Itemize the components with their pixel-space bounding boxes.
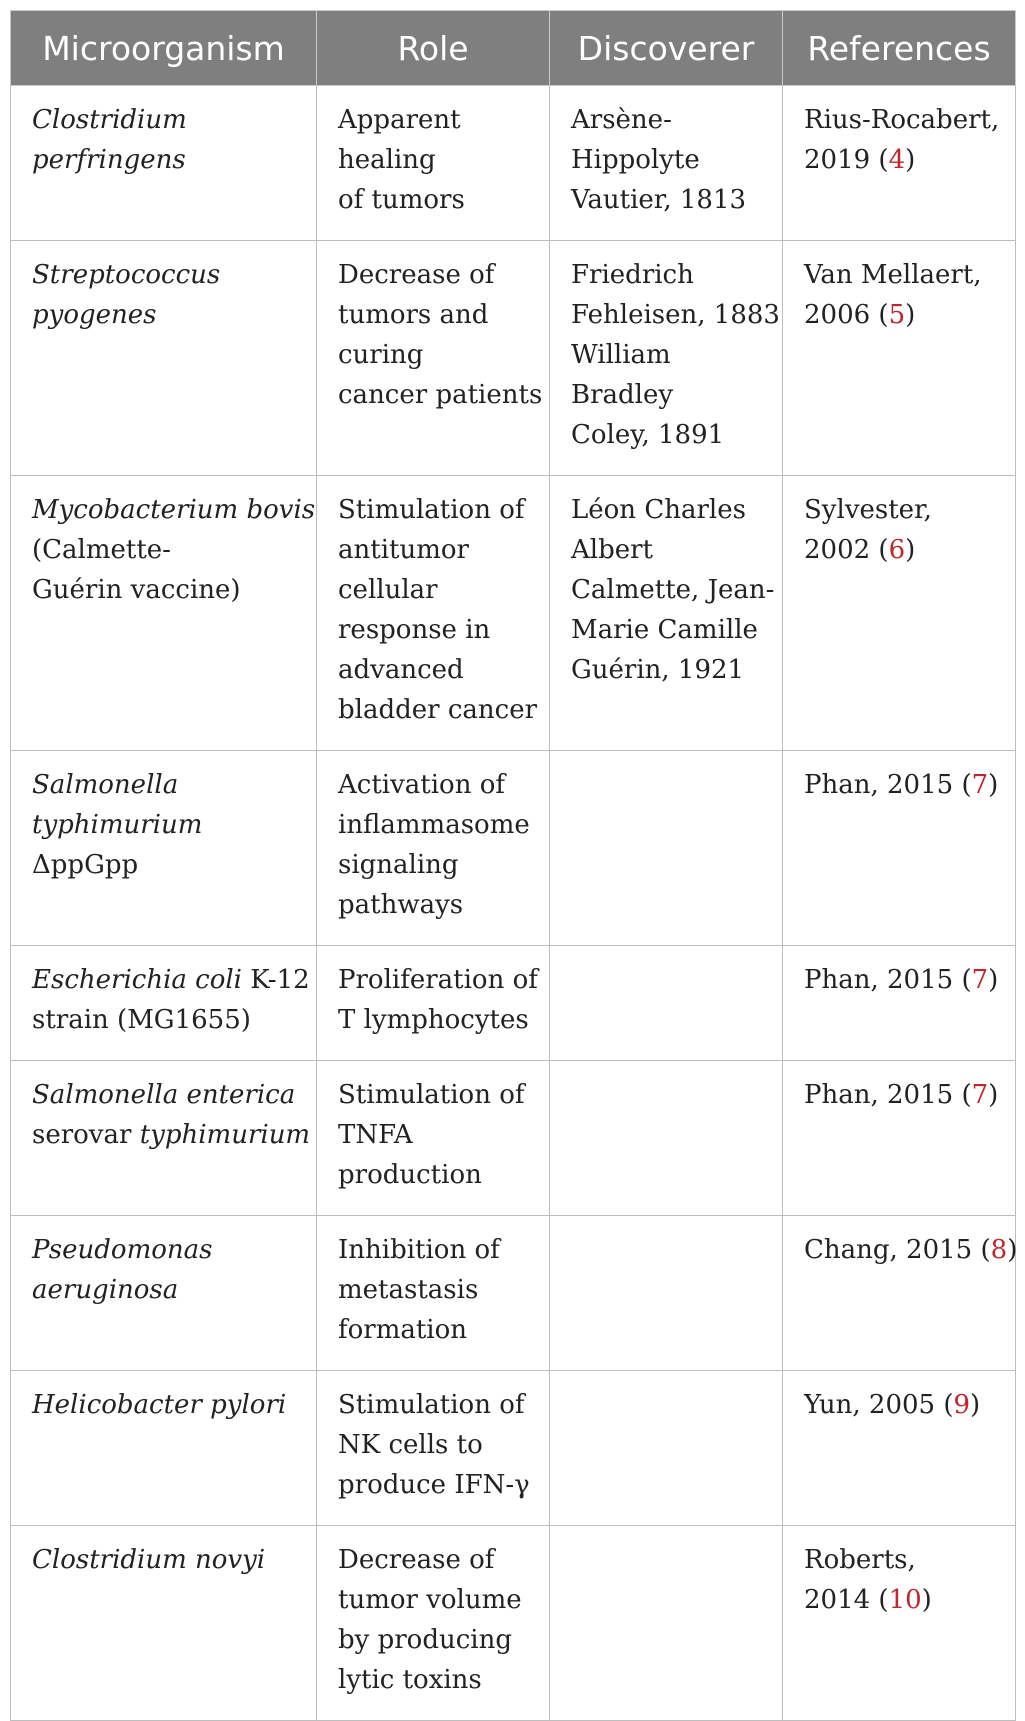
citation-link[interactable]: 10 — [888, 1585, 922, 1615]
cell-reference — [783, 1526, 1016, 1721]
cell-microorganism — [11, 86, 317, 241]
microorganism-line — [32, 960, 310, 1000]
role-line: curing — [338, 340, 424, 370]
microorganism-line — [32, 1230, 306, 1270]
role-line: formation — [338, 1315, 468, 1345]
discoverer-line: William — [571, 340, 671, 370]
citation-link[interactable]: 7 — [971, 1080, 989, 1110]
microorganism-text: Salmonella enterica — [32, 1080, 296, 1110]
cell-reference — [783, 86, 1016, 241]
reference-text: ) — [988, 770, 999, 800]
reference-text: ) — [988, 965, 999, 995]
microorganism-text: ΔppGpp — [32, 850, 139, 880]
cell-microorganism — [11, 1526, 317, 1721]
reference-text: 2002 ( — [804, 535, 889, 565]
reference-text: ) — [1007, 1235, 1018, 1265]
reference-line — [804, 1075, 1005, 1115]
discoverer-line: Albert — [571, 535, 653, 565]
reference-line — [804, 1230, 1018, 1270]
cell-discoverer — [550, 1371, 783, 1526]
cell-discoverer — [550, 241, 783, 476]
cell-microorganism — [11, 476, 317, 751]
reference-line: Van Mellaert, — [804, 260, 982, 290]
reference-line — [804, 295, 1005, 335]
cell-microorganism — [11, 1216, 317, 1371]
discoverer-line: Arsène- — [571, 105, 672, 135]
reference-text: ) — [921, 1585, 932, 1615]
reference-text: ) — [905, 145, 916, 175]
microorganism-text: Streptococcus — [32, 260, 221, 290]
discoverer-line: Léon Charles — [571, 495, 746, 525]
cell-role — [317, 946, 550, 1061]
table-row — [11, 86, 1016, 241]
header-discoverer: Discoverer — [550, 11, 783, 86]
reference-text: ) — [988, 1080, 999, 1110]
reference-text: 2006 ( — [804, 300, 889, 330]
microorganism-text: strain (MG1655) — [32, 1005, 251, 1035]
role-line: tumor volume — [338, 1585, 522, 1615]
role-line: bladder cancer — [338, 695, 538, 725]
cell-reference — [783, 1061, 1016, 1216]
role-line: NK cells to — [338, 1430, 483, 1460]
citation-link[interactable]: 5 — [888, 300, 906, 330]
cell-microorganism — [11, 946, 317, 1061]
role-line: tumors and — [338, 300, 489, 330]
role-line: healing — [338, 145, 436, 175]
microorganism-line — [32, 490, 316, 530]
discoverer-line: Fehleisen, 1883 — [571, 300, 780, 330]
table-row — [11, 1371, 1016, 1526]
microorganism-text: typhimurium — [139, 1120, 311, 1150]
microorganism-table — [10, 10, 1016, 1721]
microorganism-text: typhimurium — [32, 810, 203, 840]
role-line: Decrease of — [338, 1545, 495, 1575]
cell-discoverer — [550, 751, 783, 946]
cell-role — [317, 241, 550, 476]
reference-line — [804, 530, 1005, 570]
reference-line — [804, 1385, 1005, 1425]
reference-text: Phan, 2015 ( — [804, 965, 972, 995]
cell-role — [317, 1216, 550, 1371]
reference-text: ) — [905, 300, 916, 330]
role-line: pathways — [338, 890, 464, 920]
table-row — [11, 1061, 1016, 1216]
microorganism-line — [32, 765, 306, 805]
role-line: Inhibition of — [338, 1235, 500, 1265]
citation-link[interactable]: 9 — [953, 1390, 971, 1420]
cell-microorganism — [11, 1371, 317, 1526]
role-line: production — [338, 1160, 482, 1190]
reference-text: 2014 ( — [804, 1585, 889, 1615]
microorganism-line — [32, 805, 306, 845]
cell-reference — [783, 476, 1016, 751]
cell-discoverer — [550, 946, 783, 1061]
role-line: Stimulation of — [338, 1390, 525, 1420]
microorganism-text: Escherichia coli — [32, 965, 242, 995]
header-row — [11, 11, 1016, 86]
microorganism-text: Salmonella — [32, 770, 179, 800]
table-row — [11, 241, 1016, 476]
microorganism-line — [32, 140, 306, 180]
cell-microorganism — [11, 241, 317, 476]
header-references: References — [783, 11, 1016, 86]
discoverer-line: Calmette, Jean- — [571, 575, 775, 605]
microorganism-text: (Calmette- — [32, 535, 171, 565]
microorganism-line — [32, 100, 306, 140]
role-line: cancer patients — [338, 380, 543, 410]
reference-line — [804, 960, 1005, 1000]
role-line: TNFA — [338, 1120, 413, 1150]
microorganism-line — [32, 1115, 311, 1155]
microorganism-text: Clostridium novyi — [32, 1545, 266, 1575]
role-line: produce IFN-γ — [338, 1470, 530, 1500]
reference-text: Phan, 2015 ( — [804, 1080, 972, 1110]
microorganism-line — [32, 530, 306, 570]
cell-reference — [783, 241, 1016, 476]
microorganism-text: serovar — [32, 1120, 140, 1150]
table-row — [11, 476, 1016, 751]
citation-link[interactable]: 4 — [888, 145, 906, 175]
discoverer-line: Guérin, 1921 — [571, 655, 745, 685]
citation-link[interactable]: 7 — [971, 965, 989, 995]
reference-line — [804, 765, 1005, 805]
role-line: lytic toxins — [338, 1665, 482, 1695]
cell-microorganism — [11, 751, 317, 946]
reference-line — [804, 140, 1005, 180]
discoverer-line: Bradley — [571, 380, 674, 410]
microorganism-text: Helicobacter pylori — [32, 1390, 287, 1420]
microorganism-line — [32, 570, 306, 610]
microorganism-text: aeruginosa — [32, 1275, 179, 1305]
microorganism-line — [32, 255, 306, 295]
table-row — [11, 946, 1016, 1061]
microorganism-line — [32, 1270, 306, 1310]
discoverer-line: Vautier, 1813 — [571, 185, 747, 215]
discoverer-line: Hippolyte — [571, 145, 700, 175]
cell-role — [317, 1371, 550, 1526]
microorganism-text: Clostridium — [32, 105, 187, 135]
role-line: Stimulation of — [338, 1080, 525, 1110]
reference-text: 2019 ( — [804, 145, 889, 175]
role-line: Stimulation of — [338, 495, 525, 525]
citation-link[interactable]: 7 — [971, 770, 989, 800]
discoverer-line: Marie Camille — [571, 615, 758, 645]
discoverer-line: Coley, 1891 — [571, 420, 725, 450]
role-line: antitumor — [338, 535, 469, 565]
cell-discoverer — [550, 476, 783, 751]
microorganism-line — [32, 1075, 306, 1115]
role-line: signaling — [338, 850, 459, 880]
role-line: Proliferation of — [338, 965, 538, 995]
reference-line — [804, 1580, 1005, 1620]
microorganism-line — [32, 295, 306, 335]
citation-link[interactable]: 8 — [990, 1235, 1008, 1265]
role-line: Decrease of — [338, 260, 495, 290]
cell-reference — [783, 1371, 1016, 1526]
reference-line: Rius-Rocabert, — [804, 105, 1000, 135]
role-line: cellular — [338, 575, 438, 605]
header-microorganism: Microorganism — [11, 11, 317, 86]
cell-microorganism — [11, 1061, 317, 1216]
reference-line: Roberts, — [804, 1545, 916, 1575]
microorganism-text: pyogenes — [32, 300, 157, 330]
role-line: of tumors — [338, 185, 465, 215]
cell-reference — [783, 946, 1016, 1061]
cell-reference — [783, 751, 1016, 946]
microorganism-line — [32, 1540, 306, 1580]
reference-text: ) — [970, 1390, 981, 1420]
role-line: by producing — [338, 1625, 512, 1655]
cell-discoverer — [550, 1216, 783, 1371]
microorganism-line — [32, 1000, 306, 1040]
table-row — [11, 1526, 1016, 1721]
cell-role — [317, 476, 550, 751]
cell-role — [317, 751, 550, 946]
role-line: response in — [338, 615, 491, 645]
reference-text: Yun, 2005 ( — [804, 1390, 954, 1420]
cell-reference — [783, 1216, 1016, 1371]
reference-text: ) — [905, 535, 916, 565]
role-line: advanced — [338, 655, 464, 685]
microorganism-text: Mycobacterium bovis — [32, 495, 316, 525]
cell-role — [317, 86, 550, 241]
table-body — [11, 86, 1016, 1721]
microorganism-text: Guérin vaccine) — [32, 575, 241, 605]
reference-text: Chang, 2015 ( — [804, 1235, 991, 1265]
cell-role — [317, 1526, 550, 1721]
table-row — [11, 751, 1016, 946]
cell-discoverer — [550, 86, 783, 241]
discoverer-line: Friedrich — [571, 260, 694, 290]
reference-text: Phan, 2015 ( — [804, 770, 972, 800]
table-row — [11, 1216, 1016, 1371]
microorganism-text: Pseudomonas — [32, 1235, 213, 1265]
cell-discoverer — [550, 1061, 783, 1216]
cell-role — [317, 1061, 550, 1216]
role-line: Activation of — [338, 770, 505, 800]
citation-link[interactable]: 6 — [888, 535, 906, 565]
microorganism-text: perfringens — [32, 145, 186, 175]
microorganism-line — [32, 1385, 306, 1425]
role-line: inflammasome — [338, 810, 530, 840]
role-line: T lymphocytes — [338, 1005, 529, 1035]
header-role: Role — [317, 11, 550, 86]
role-line: Apparent — [338, 105, 461, 135]
reference-line: Sylvester, — [804, 495, 932, 525]
microorganism-text: K-12 — [242, 965, 310, 995]
role-line: metastasis — [338, 1275, 479, 1305]
cell-discoverer — [550, 1526, 783, 1721]
microorganism-line — [32, 845, 306, 885]
